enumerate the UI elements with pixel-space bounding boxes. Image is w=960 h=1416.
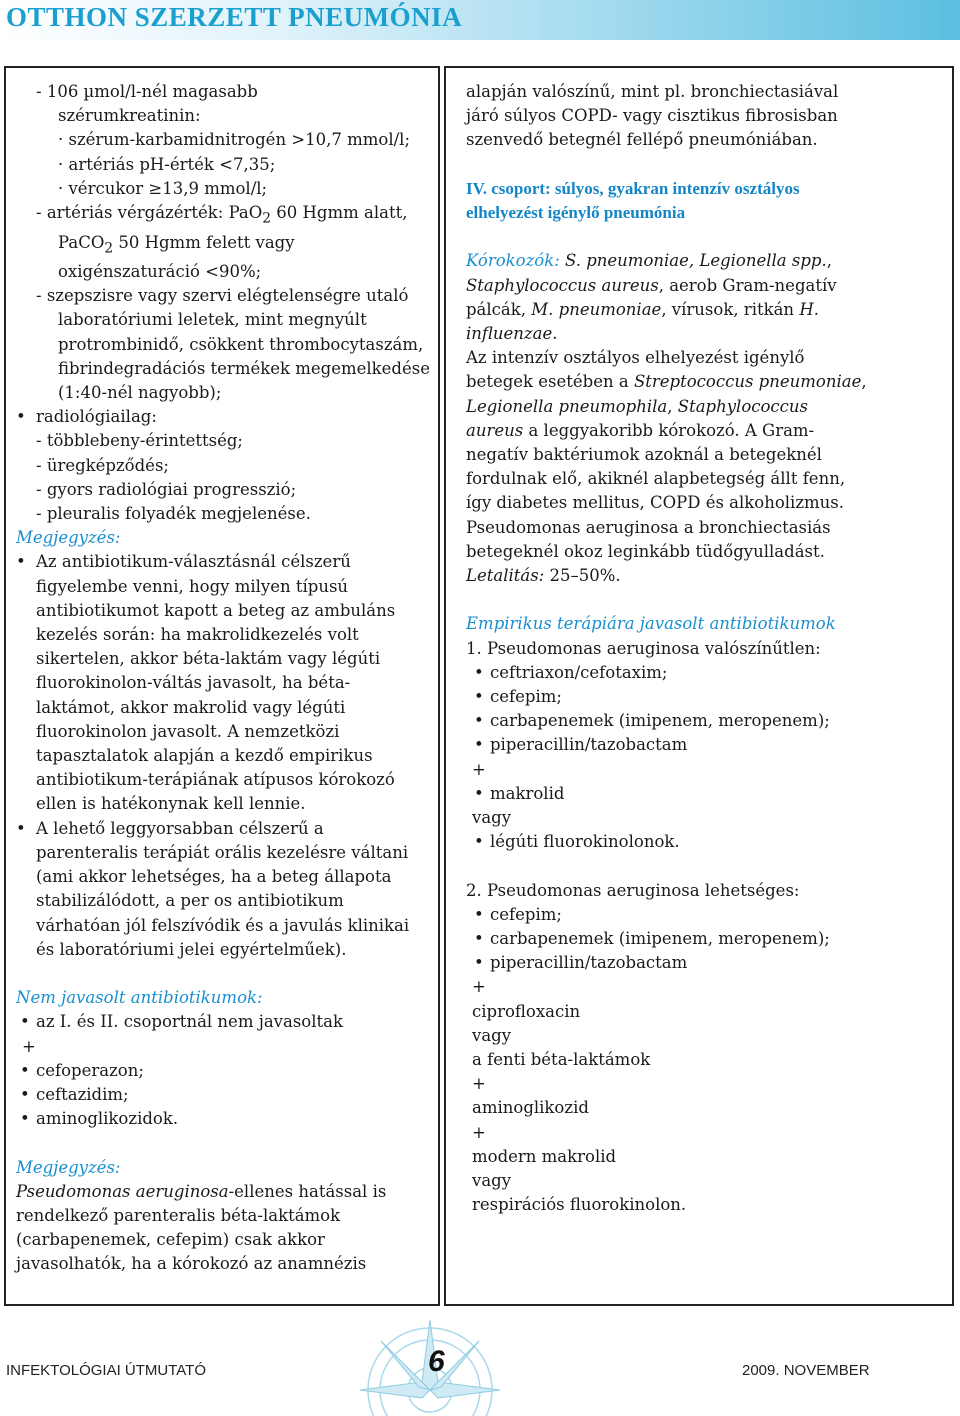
right-column-content [466, 80, 950, 1217]
text-fragment: influenzae [466, 324, 553, 343]
text-fragment: H. [799, 299, 819, 319]
bullet-icon: • [474, 904, 484, 924]
bullet-item [16, 405, 436, 429]
text-line [466, 564, 950, 588]
text-line: 2. Pseudomonas aeruginosa lehetséges: [466, 880, 800, 900]
bullet-item [466, 661, 950, 685]
text-line [466, 370, 950, 394]
text-line: javasolhatók, ha a kórokozó az anamnézis [16, 1254, 367, 1274]
text-fragment: , [861, 372, 867, 392]
or-word: vagy [472, 1025, 512, 1045]
text-line [466, 274, 950, 298]
text-line: sikertelen, akkor béta-laktám vagy légúti [36, 649, 381, 669]
or-word: vagy [472, 808, 512, 828]
text-line [16, 201, 436, 231]
text-fragment: aureus [466, 420, 524, 440]
text-line: tapasztalatok alapján a kezdő empirikus [36, 746, 373, 766]
note-paragraph-2 [16, 817, 436, 962]
text-line: - gyors radiológiai progresszió; [36, 479, 297, 499]
text-line: fluorokinolon javasolt. A nemzetközi [36, 721, 340, 741]
text-fragment: légúti fluorokinolonok. [490, 832, 680, 852]
text-line: · artériás pH-érték <7,35; [58, 154, 276, 174]
text-line: ciprofloxacin [472, 1001, 581, 1021]
text-line: · szérum-karbamidnitrogén >10,7 mmol/l; [58, 130, 411, 150]
text-fragment: , vírusok, ritkán [661, 299, 800, 319]
bullet-icon: • [474, 832, 484, 852]
text-line: (ami akkor lehetséges, ha a beteg állapota [36, 867, 392, 887]
text-line: ellen is hatékonynak kell lennie. [36, 794, 306, 814]
text-line: Az intenzív osztályos elhelyezést igénylő [466, 348, 805, 368]
bullet-item [16, 550, 436, 574]
text-fragment: , aerob Gram-negatív [658, 275, 837, 295]
text-fragment: PaCO [58, 232, 105, 252]
text-line: betegeknél okoz leginkább tüdőgyulladást. [466, 541, 825, 561]
text-line: antibiotikumot kapott a beteg az ambuláns [36, 600, 396, 620]
text-fragment: cefoperazon; [36, 1060, 144, 1080]
text-line: - pleuralis folyadék megjelenése. [36, 504, 311, 524]
bullet-icon: • [16, 818, 26, 838]
plus-sign: + [472, 977, 486, 997]
text-line: aminoglikozid [472, 1098, 589, 1118]
text-line: laktámot, akkor makrolid vagy légúti [36, 697, 346, 717]
bullet-icon: • [474, 662, 484, 682]
footer-publication: INFEKTOLÓGIAI ÚTMUTATÓ [6, 1362, 207, 1379]
text-fragment: ceftriaxon/cefotaxim; [490, 662, 668, 682]
text-line [466, 322, 950, 346]
bullet-icon: • [474, 735, 484, 755]
text-fragment: betegek esetében a [466, 372, 634, 392]
pathogens-label: Kórokozók: [466, 251, 560, 271]
bullet-icon: • [474, 953, 484, 973]
bullet-item [16, 1107, 436, 1131]
text-line: - 106 µmol/l-nél magasabb [36, 82, 258, 101]
text-line: stabilizálódott, a per os antibiotikum [36, 891, 344, 911]
text-line: Pseudomonas aeruginosa a bronchiectasiás [466, 517, 831, 537]
plus-sign: + [472, 759, 486, 779]
text-line: és laboratóriumi jelei egyértelműek). [36, 939, 347, 959]
bullet-icon: • [474, 711, 484, 731]
lethality-label: Letalitás: [466, 566, 545, 586]
text-fragment: piperacillin/tazobactam [490, 953, 688, 973]
spacer [16, 1131, 436, 1155]
bullet-icon: • [20, 1084, 30, 1104]
text-fragment: Legionella pneumophila [466, 396, 668, 416]
text-line: modern makrolid [472, 1146, 617, 1166]
bullet-item [466, 709, 950, 733]
bullet-icon: • [474, 929, 484, 949]
text-line: fordulnak elő, akiknél alapbetegség állt fenn, [466, 469, 846, 489]
bullet-item [466, 782, 950, 806]
text-fragment: - artériás vérgázérték: PaO [36, 203, 263, 223]
bullet-icon: • [20, 1012, 30, 1032]
text-line [466, 419, 950, 443]
text-fragment: Staphylococcus aureus [466, 275, 659, 295]
bullet-item [16, 1083, 436, 1107]
text-line: - szepszisre vagy szervi elégtelenségre utaló [36, 286, 409, 306]
bullet-item [466, 733, 950, 757]
text-line [466, 249, 950, 273]
text-line: negatív baktériumok azoknál a betegeknél [466, 445, 822, 465]
bullet-item [466, 830, 950, 854]
subscript: 2 [104, 239, 114, 256]
text-line: szenvedő betegnél fellépő pneumóniában. [466, 130, 818, 150]
bullet-icon: • [474, 783, 484, 803]
text-fragment: 60 Hgmm alatt, [271, 203, 408, 223]
bullet-icon: • [474, 687, 484, 707]
bullet-item [466, 685, 950, 709]
footer-date: 2009. NOVEMBER [742, 1362, 870, 1379]
text-fragment: M. pneumoniae [531, 299, 662, 319]
text-fragment: a leggyakoribb kórokozó. A Gram- [523, 420, 815, 440]
spacer [466, 153, 950, 177]
text-fragment: -ellenes hatással is [228, 1181, 387, 1201]
text-fragment: Staphylococcus [677, 396, 809, 416]
bullet-icon: • [20, 1109, 30, 1129]
text-fragment: pálcák, [466, 299, 532, 319]
note-paragraph-1 [16, 550, 436, 816]
text-line: · vércukor ≥13,9 mmol/l; [58, 178, 268, 198]
spacer [16, 962, 436, 986]
spacer [466, 588, 950, 612]
page-number: 6 [428, 1345, 445, 1378]
text-fragment: A lehető leggyorsabban célszerű a [36, 818, 324, 838]
or-word: vagy [472, 1171, 512, 1191]
text-line: respirációs fluorokinolon. [472, 1195, 687, 1215]
text-fragment: Pseudomonas aeruginosa [16, 1181, 229, 1201]
text-line: protrombinidő, csökkent thrombocytaszám, [58, 334, 424, 354]
text-line: figyelembe venni, hogy milyen típusú [36, 576, 349, 596]
spacer [466, 854, 950, 878]
text-line [16, 231, 436, 261]
left-column [4, 66, 440, 1306]
text-line: alapján valószínű, mint pl. bronchiectasiával [466, 82, 839, 101]
text-line: kezelés során: ha makrolidkezelés volt [36, 625, 359, 645]
text-fragment: carbapenemek (imipenem, meropenem); [490, 929, 830, 949]
plus-sign: + [472, 1122, 486, 1142]
text-line: oxigénszaturáció <90%; [58, 262, 262, 282]
text-line [16, 1180, 436, 1204]
section-heading: IV. csoport: súlyos, gyakran intenzív osztályos [466, 178, 800, 198]
left-column-content [16, 80, 436, 1277]
empirical-therapy-heading: Empirikus terápiára javasolt antibiotikumok [466, 614, 836, 634]
plus-sign: + [472, 1074, 486, 1094]
text-line [466, 395, 950, 419]
text-line: járó súlyos COPD- vagy cisztikus fibrosisban [466, 106, 838, 126]
note-heading: Megjegyzés: [16, 528, 121, 548]
text-fragment: az I. és II. csoportnál nem javasoltak [36, 1012, 343, 1032]
text-line: parenteralis terápiát orális kezelésre váltani [36, 842, 409, 862]
text-fragment: , [667, 396, 678, 416]
text-line: fluorokinolon-váltás javasolt, ha béta- [36, 673, 351, 693]
note-heading: Megjegyzés: [16, 1157, 121, 1177]
text-line: (1:40-nél nagyobb); [58, 383, 222, 403]
header-banner [0, 0, 960, 40]
bullet-item [466, 927, 950, 951]
text-line: rendelkező parenteralis béta-laktámok [16, 1205, 341, 1225]
bullet-item [16, 1059, 436, 1083]
bullet-icon: • [20, 1060, 30, 1080]
plus-sign: + [22, 1036, 36, 1056]
text-fragment: aminoglikozidok. [36, 1109, 179, 1129]
text-line: - üregképződés; [36, 455, 169, 475]
text-fragment: carbapenemek (imipenem, meropenem); [490, 711, 830, 731]
text-line: fibrindegradációs termékek megemelkedése [58, 358, 430, 378]
text-line: laboratóriumi leletek, mint megnyúlt [58, 310, 367, 330]
text-line: így diabetes mellitus, COPD és alkoholizmus. [466, 493, 845, 513]
bullet-icon: • [16, 552, 26, 572]
text-fragment: piperacillin/tazobactam [490, 735, 688, 755]
text-line: várhatóan jól felszívódik és a javulás klinikai [36, 915, 410, 935]
text-fragment: cefepim; [490, 687, 562, 707]
text-fragment: 25–50%. [544, 566, 621, 586]
right-column [444, 66, 954, 1306]
text-line: a fenti béta-laktámok [472, 1050, 651, 1070]
text-fragment: 50 Hgmm felett vagy [113, 232, 295, 252]
not-recommended-heading: Nem javasolt antibiotikumok: [16, 988, 263, 1008]
text-fragment: . [552, 324, 558, 343]
text-fragment: Streptococcus pneumoniae [633, 372, 862, 392]
subscript: 2 [262, 210, 272, 227]
page-title: OTTHON SZERZETT PNEUMÓNIA [6, 2, 463, 32]
text-fragment: Az antibiotikum-választásnál célszerű [36, 552, 351, 572]
spacer [466, 225, 950, 249]
text-fragment: ceftazidim; [36, 1084, 129, 1104]
text-line: szérumkreatinin: [58, 106, 201, 126]
section-heading: elhelyezést igénylő pneumónia [466, 203, 686, 222]
text-line: antibiotikum-terápiának atípusos kórokozó [36, 770, 395, 790]
text-line: - többlebeny-érintettség; [36, 431, 243, 451]
bullet-item [16, 1010, 436, 1034]
bullet-item [16, 817, 436, 841]
text-fragment: S. pneumoniae, Legionella spp. [559, 251, 827, 271]
text-fragment: , [826, 251, 832, 271]
text-line: 1. Pseudomonas aeruginosa valószínűtlen: [466, 638, 821, 658]
text-fragment: radiológiailag: [36, 407, 157, 427]
bullet-icon: • [16, 407, 26, 427]
text-fragment: makrolid [490, 783, 565, 803]
text-line: (carbapenemek, cefepim) csak akkor [16, 1230, 325, 1250]
bullet-item [466, 951, 950, 975]
text-fragment: cefepim; [490, 904, 562, 924]
text-line [466, 298, 950, 322]
bullet-item [466, 903, 950, 927]
